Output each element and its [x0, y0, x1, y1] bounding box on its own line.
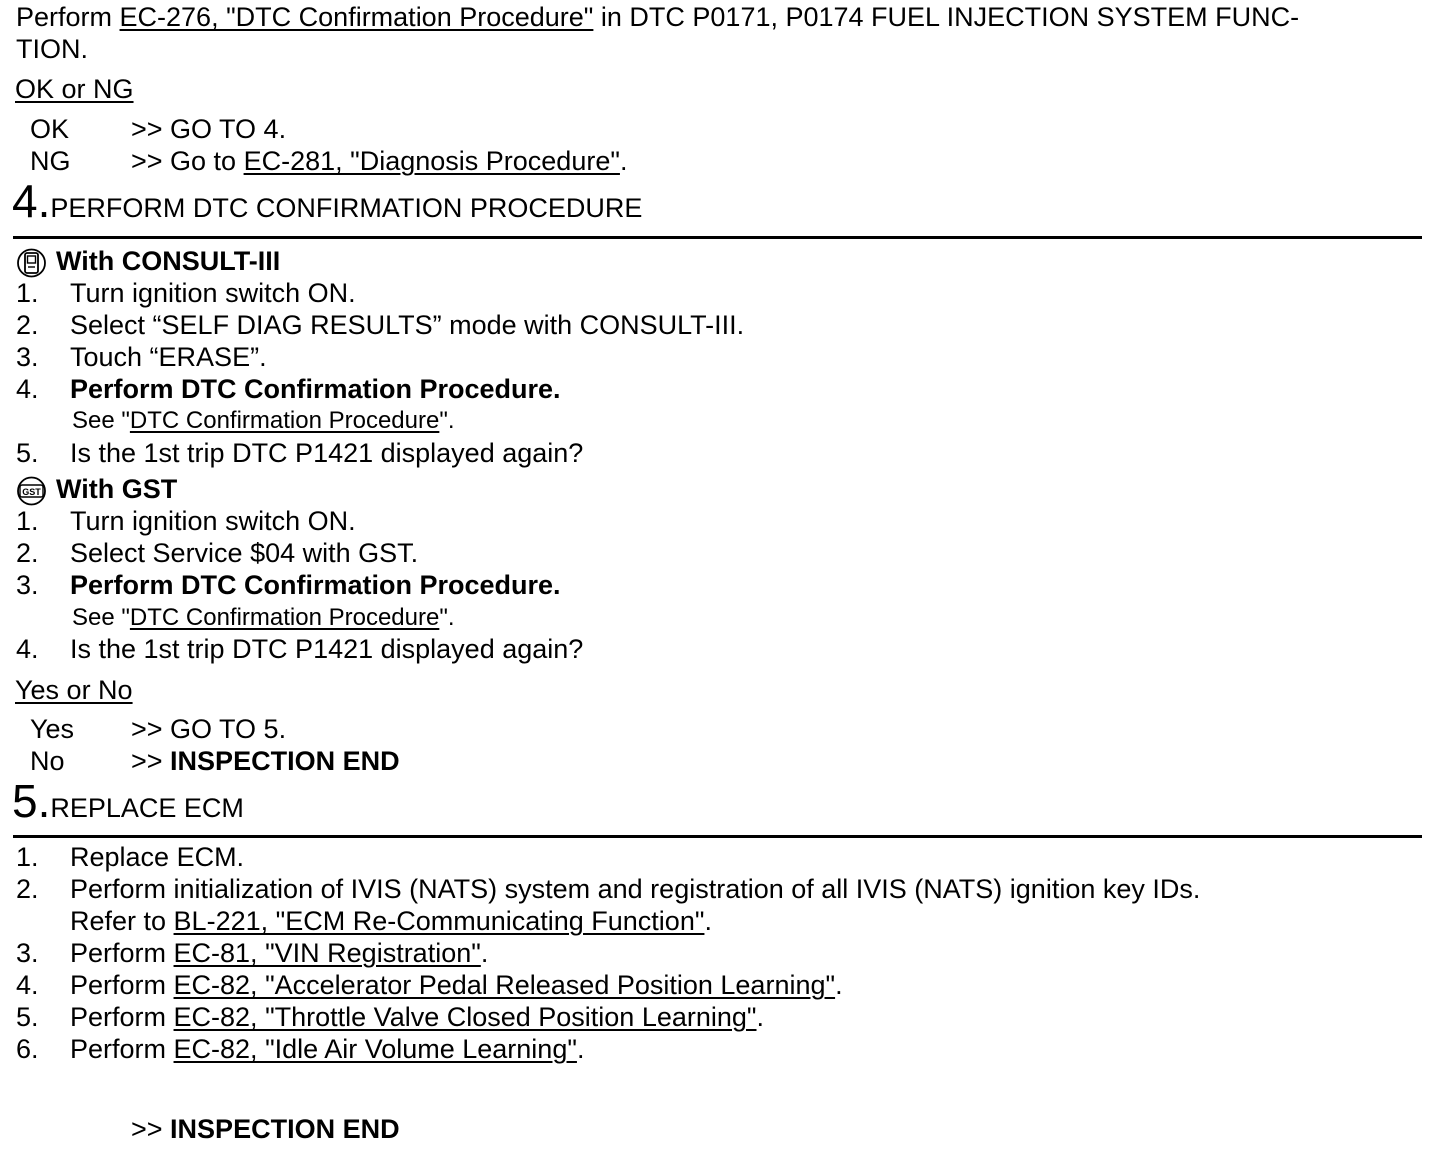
item-text: Perform DTC Confirmation Procedure.: [70, 374, 561, 404]
final-inspection-end-label: INSPECTION END: [170, 1114, 400, 1144]
item-text: Perform initialization of IVIS (NATS) system and registration of all IVIS (NATS) ignition key IDs.: [70, 874, 1201, 904]
item-prefix: Perform: [70, 1034, 174, 1064]
intro-text-suffix: in DTC P0171, P0174 FUEL INJECTION SYSTEM FUNC-: [593, 2, 1300, 32]
item-number: 2.: [16, 310, 39, 340]
ng-suffix: .: [619, 146, 628, 176]
item-prefix: Perform: [70, 970, 174, 1000]
idle-air-volume-learning-link[interactable]: EC-82, "Idle Air Volume Learning": [173, 1034, 577, 1064]
no-key: No: [30, 746, 65, 776]
item-suffix: .: [480, 938, 489, 968]
throttle-valve-learning-link[interactable]: EC-82, "Throttle Valve Closed Position Learning": [173, 1002, 757, 1032]
svg-text:GST: GST: [22, 486, 41, 497]
consult-heading: [15, 245, 280, 278]
intro-line-2: TION.: [16, 34, 88, 64]
item-text: Is the 1st trip DTC P1421 displayed again?: [70, 634, 584, 664]
gst-dtc-confirmation-link[interactable]: DTC Confirmation Procedure: [129, 604, 440, 631]
item-text: Turn ignition switch ON.: [70, 278, 356, 308]
step5-refer-note: [70, 905, 712, 937]
item-suffix: .: [756, 1002, 765, 1032]
item-number: 2.: [16, 538, 39, 568]
item-text: [70, 969, 843, 1001]
gst-see-note: [72, 602, 455, 634]
step-5-number: 5.: [12, 775, 51, 827]
item-number: 4.: [16, 970, 39, 1000]
intro-text: Perform: [16, 2, 120, 32]
item-text: [70, 937, 488, 969]
ok-key: OK: [30, 114, 70, 144]
gst-heading-label: With GST: [56, 474, 178, 504]
ok-or-ng-heading: OK or NG: [15, 74, 134, 104]
step-4-divider: [13, 236, 1422, 239]
item-number: 1.: [16, 506, 39, 536]
item-prefix: Perform: [70, 1002, 174, 1032]
ng-key: NG: [30, 146, 71, 176]
item-text: [70, 1033, 584, 1065]
yes-or-no-heading: Yes or No: [15, 675, 133, 705]
intro-line-1: [16, 1, 1299, 33]
no-value: [131, 745, 400, 777]
ng-prefix: >> Go to: [131, 146, 244, 176]
item-number: 3.: [16, 570, 39, 600]
see-suffix: ".: [439, 604, 455, 631]
consult-see-note: [72, 405, 455, 437]
item-text: Select Service $04 with GST.: [70, 538, 419, 568]
item-suffix: .: [835, 970, 843, 1000]
item-text: [70, 1001, 764, 1033]
item-number: 2.: [16, 874, 39, 904]
see-prefix: See ": [72, 407, 130, 434]
ng-value: [131, 145, 627, 177]
consult-dtc-confirmation-link[interactable]: DTC Confirmation Procedure: [129, 407, 440, 434]
no-inspection-end: INSPECTION END: [170, 746, 400, 776]
yes-key: Yes: [30, 714, 75, 744]
final-prefix: >>: [131, 1114, 171, 1144]
gst-heading: [15, 473, 177, 506]
diagnosis-procedure-link[interactable]: EC-281, "Diagnosis Procedure": [243, 146, 620, 176]
item-number: 1.: [16, 842, 39, 872]
intro-dtc-confirmation-link[interactable]: EC-276, "DTC Confirmation Procedure": [119, 2, 594, 32]
vin-registration-link[interactable]: EC-81, "VIN Registration": [173, 938, 481, 968]
refer-suffix: .: [704, 906, 712, 936]
see-prefix: See ": [72, 604, 130, 631]
step-5-divider: [13, 835, 1422, 838]
item-number: 1.: [16, 278, 39, 308]
item-suffix: .: [576, 1034, 585, 1064]
consult-heading-label: With CONSULT-III: [56, 246, 281, 276]
item-number: 5.: [16, 438, 39, 468]
step-4-title: PERFORM DTC CONFIRMATION PROCEDURE: [50, 193, 643, 223]
step-5-title: REPLACE ECM: [50, 793, 244, 823]
item-text: Select “SELF DIAG RESULTS” mode with CONSULT-III.: [70, 310, 745, 340]
item-text: Turn ignition switch ON.: [70, 506, 356, 536]
step-5-header: [12, 775, 244, 827]
gst-icon: [15, 476, 48, 506]
item-number: 6.: [16, 1034, 39, 1064]
item-number: 5.: [16, 1002, 39, 1032]
yes-value: >> GO TO 5.: [131, 714, 287, 744]
item-number: 3.: [16, 938, 39, 968]
item-text: Is the 1st trip DTC P1421 displayed again?: [70, 438, 584, 468]
see-suffix: ".: [439, 407, 455, 434]
ecm-re-communicating-link[interactable]: BL-221, "ECM Re-Communicating Function": [173, 906, 705, 936]
ok-value: >> GO TO 4.: [131, 114, 287, 144]
consult-iii-icon: [15, 248, 48, 278]
item-prefix: Perform: [70, 938, 174, 968]
item-number: 4.: [16, 374, 39, 404]
item-number: 3.: [16, 342, 39, 372]
item-text: Replace ECM.: [70, 842, 245, 872]
final-inspection-end: [131, 1113, 400, 1145]
step-4-number: 4.: [12, 175, 51, 227]
refer-prefix: Refer to: [70, 906, 174, 936]
no-prefix: >>: [131, 746, 171, 776]
item-text: Touch “ERASE”.: [70, 342, 267, 372]
step-4-header: [12, 175, 643, 227]
item-number: 4.: [16, 634, 39, 664]
item-text: Perform DTC Confirmation Procedure.: [70, 570, 561, 600]
accelerator-pedal-learning-link[interactable]: EC-82, "Accelerator Pedal Released Position Learning": [173, 970, 836, 1000]
